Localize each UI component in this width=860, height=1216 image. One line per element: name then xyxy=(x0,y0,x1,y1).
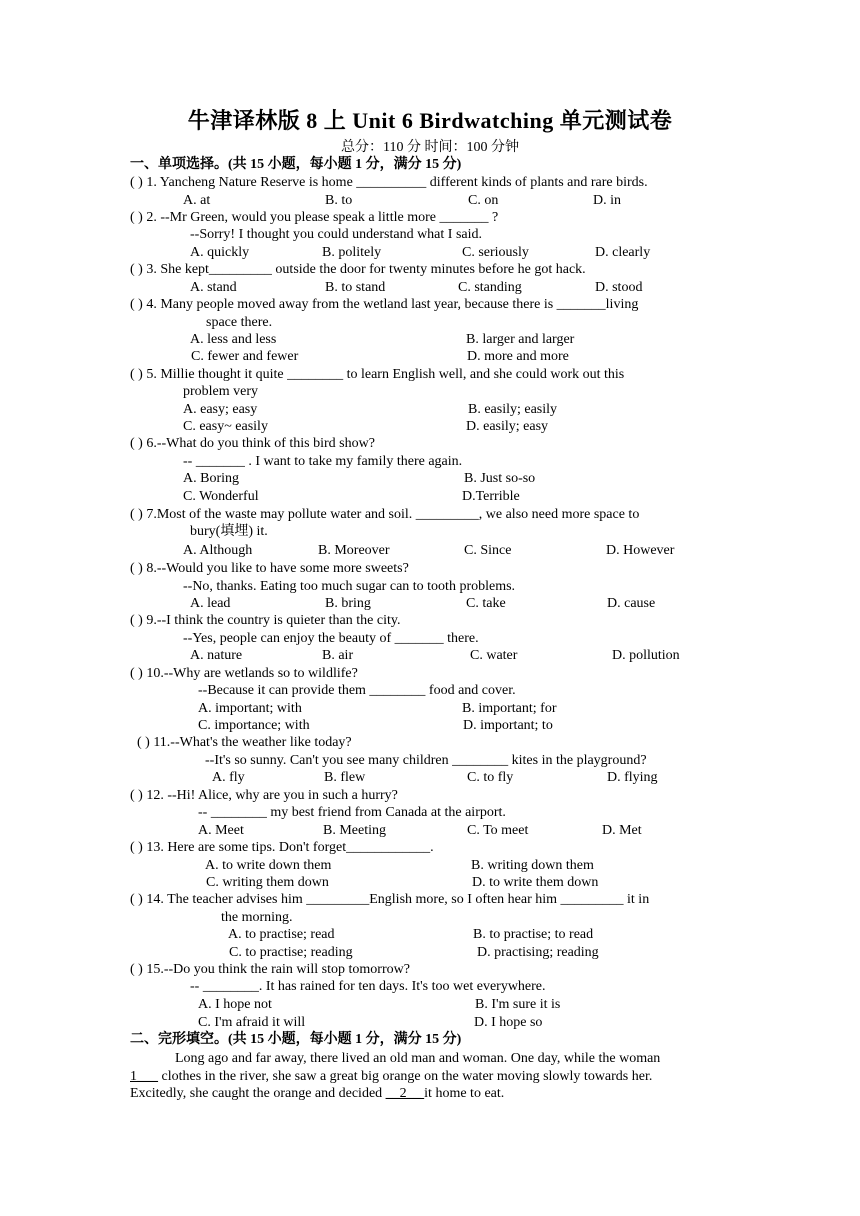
option-a: A. to write down them xyxy=(205,858,332,873)
option-b: B. easily; easily xyxy=(468,402,558,417)
option-b: B. larger and larger xyxy=(466,332,575,347)
option-b: B. flew xyxy=(324,770,366,785)
cloze-passage xyxy=(130,1050,730,1103)
option-a: A. at xyxy=(183,193,211,208)
option-b: B. to practise; to read xyxy=(473,927,594,942)
question-stem: ( ) 14. The teacher advises him _________English more, so I often hear him _________ it in xyxy=(130,892,650,907)
question-stem-continued: --It's so sunny. Can't you see many children ________ kites in the playground? xyxy=(205,753,647,768)
section-heading-1: 一、单项选择。(共 15 小题，每小题 1 分，满分 15 分) xyxy=(130,157,462,172)
question-stem: ( ) 11.--What's the weather like today? xyxy=(137,735,352,750)
option-b: B. politely xyxy=(322,245,382,260)
option-c: C. Since xyxy=(464,543,512,558)
option-a: A. fly xyxy=(212,770,245,785)
option-b: B. Meeting xyxy=(323,823,386,838)
blank-1: 1___ xyxy=(130,1068,158,1084)
option-d: D. pollution xyxy=(612,648,680,663)
option-d: D. flying xyxy=(607,770,658,785)
question-stem: ( ) 8.--Would you like to have some more sweets? xyxy=(130,561,409,576)
question-stem: ( ) 12. --Hi! Alice, why are you in such a hurry? xyxy=(130,788,398,803)
option-a: A. less and less xyxy=(190,332,277,347)
option-b: B. air xyxy=(322,648,354,663)
option-a: A. lead xyxy=(190,596,231,611)
option-b: B. Moreover xyxy=(318,543,390,558)
question-stem: ( ) 1. Yancheng Nature Reserve is home __________ different kinds of plants and rare birds. xyxy=(130,175,648,190)
option-d: D. I hope so xyxy=(474,1015,543,1030)
option-a: A. stand xyxy=(190,280,237,295)
option-b: B. writing down them xyxy=(471,858,594,873)
question-stem: ( ) 7.Most of the waste may pollute water and soil. _________, we also need more space to xyxy=(130,507,640,522)
option-d: D. practising; reading xyxy=(477,945,599,960)
passage-line: Long ago and far away, there lived an old man and woman. One day, while the woman xyxy=(175,1051,661,1066)
option-c: C. importance; with xyxy=(198,718,310,733)
option-d: D. cause xyxy=(607,596,656,611)
option-a: A. quickly xyxy=(190,245,250,260)
question-stem: ( ) 5. Millie thought it quite ________ to learn English well, and she could work out this xyxy=(130,367,625,382)
page-subtitle: 总分：110 分 时间：100 分钟 xyxy=(341,140,519,155)
question-stem: ( ) 3. She kept_________ outside the door for twenty minutes before he got hack. xyxy=(130,262,586,277)
question-stem: ( ) 6.--What do you think of this bird show? xyxy=(130,436,375,451)
question-stem-continued: --Sorry! I thought you could understand what I said. xyxy=(190,227,482,242)
question-stem-continued: space there. xyxy=(206,315,273,330)
option-a: A. important; with xyxy=(198,701,302,716)
question-stem: ( ) 2. --Mr Green, would you please speak a little more _______ ? xyxy=(130,210,499,225)
option-d: D.Terrible xyxy=(462,489,520,504)
option-a: A. easy; easy xyxy=(183,402,258,417)
question-stem-continued: --No, thanks. Eating too much sugar can to tooth problems. xyxy=(183,579,516,594)
option-d: D. Met xyxy=(602,823,642,838)
question-stem: ( ) 10.--Why are wetlands so to wildlife? xyxy=(130,666,358,681)
option-d: D. However xyxy=(606,543,675,558)
question-stem: ( ) 15.--Do you think the rain will stop tomorrow? xyxy=(130,962,410,977)
question-stem: ( ) 13. Here are some tips. Don't forget____________. xyxy=(130,840,434,855)
option-c: C. Wonderful xyxy=(183,489,259,504)
question-stem-continued: -- ________ my best friend from Canada at the airport. xyxy=(198,805,506,820)
option-a: A. Although xyxy=(183,543,253,558)
option-a: A. to practise; read xyxy=(228,927,335,942)
question-stem-continued: -- _______ . I want to take my family there again. xyxy=(183,454,463,469)
option-c: C. To meet xyxy=(467,823,529,838)
option-a: A. Meet xyxy=(198,823,244,838)
question-stem-continued: the morning. xyxy=(221,910,293,925)
option-c: C. standing xyxy=(458,280,522,295)
question-stem-continued: problem very xyxy=(183,384,259,399)
option-a: A. I hope not xyxy=(198,997,272,1012)
option-a: A. Boring xyxy=(183,471,239,486)
option-c: C. easy~ easily xyxy=(183,419,268,434)
option-b: B. important; for xyxy=(462,701,557,716)
option-d: D. clearly xyxy=(595,245,651,260)
option-c: C. writing them down xyxy=(206,875,329,890)
option-d: D. stood xyxy=(595,280,643,295)
question-stem-continued: --Yes, people can enjoy the beauty of _______ there. xyxy=(183,631,479,646)
section-heading-2: 二、完形填空。(共 15 小题，每小题 1 分，满分 15 分) xyxy=(130,1032,462,1047)
option-d: D. important; to xyxy=(463,718,553,733)
passage-line xyxy=(130,1085,730,1103)
option-b: B. bring xyxy=(325,596,371,611)
option-d: D. easily; easy xyxy=(466,419,549,434)
option-d: D. more and more xyxy=(467,349,569,364)
option-b: B. to stand xyxy=(325,280,386,295)
question-stem: ( ) 4. Many people moved away from the wetland last year, because there is _______living xyxy=(130,297,639,312)
question-stem: ( ) 9.--I think the country is quieter than the city. xyxy=(130,613,401,628)
option-c: C. water xyxy=(470,648,518,663)
passage-text: it home to eat. xyxy=(424,1086,505,1101)
option-d: D. to write them down xyxy=(472,875,599,890)
option-c: C. on xyxy=(468,193,499,208)
option-a: A. nature xyxy=(190,648,243,663)
question-stem-continued: bury(填埋) it. xyxy=(190,524,268,539)
passage-text: clothes in the river, she saw a great big orange on the water moving slowly towards her. xyxy=(158,1068,653,1084)
option-c: C. to fly xyxy=(467,770,514,785)
option-c: C. fewer and fewer xyxy=(191,349,299,364)
option-b: B. I'm sure it is xyxy=(475,997,561,1012)
option-c: C. to practise; reading xyxy=(229,945,353,960)
option-c: C. I'm afraid it will xyxy=(198,1015,306,1030)
question-stem-continued: --Because it can provide them ________ food and cover. xyxy=(198,683,516,698)
option-b: B. Just so-so xyxy=(464,471,536,486)
option-d: D. in xyxy=(593,193,621,208)
blank-2: __2__ xyxy=(385,1086,425,1101)
option-c: C. seriously xyxy=(462,245,529,260)
passage-text: Excitedly, she caught the orange and decided xyxy=(130,1086,386,1101)
question-stem-continued: -- ________. It has rained for ten days. It's too wet everywhere. xyxy=(190,979,546,994)
passage-line xyxy=(130,1068,730,1086)
option-b: B. to xyxy=(325,193,353,208)
option-c: C. take xyxy=(466,596,506,611)
page-title: 牛津译林版 8 上 Unit 6 Birdwatching 单元测试卷 xyxy=(187,108,673,133)
